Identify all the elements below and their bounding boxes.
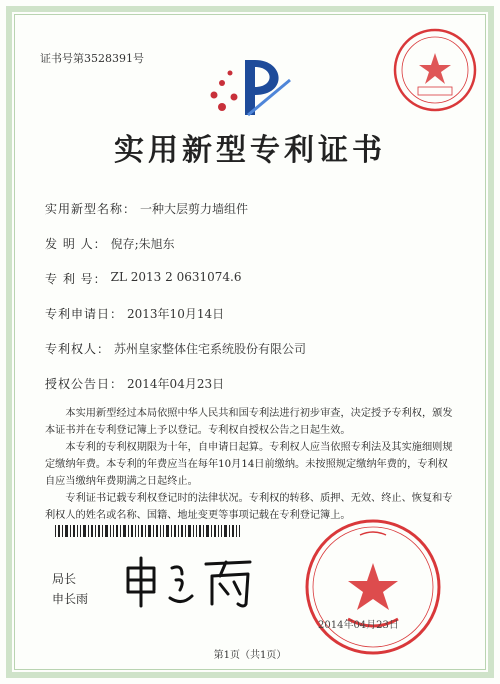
director-title: 局长 [52, 572, 77, 586]
signature-icon [120, 550, 265, 610]
utility-model-name-row [45, 200, 248, 217]
patent-number-value: ZL 2013 2 0631074.6 [110, 270, 242, 284]
body-paragraph-1: 本实用新型经过本局依照中华人民共和国专利法进行初步审查，决定授予专利权，颁发本证书并在专利登记簿上予以登记。专利权自授权公告之日起生效。 [45, 408, 453, 436]
official-seal-icon [298, 515, 448, 660]
holder-value: 苏州皇家整体住宅系统股份有限公司 [114, 342, 307, 356]
apply-date-label: 专利申请日： [45, 307, 124, 321]
certificate-title: 实用新型专利证书 [114, 133, 386, 168]
name-label: 实用新型名称： [45, 202, 137, 216]
inventor-label: 发 明 人： [45, 237, 107, 251]
barcode-icon [55, 525, 240, 537]
stamp-date: 2014年04月23日 [318, 620, 399, 631]
patent-number-row [45, 270, 241, 287]
grant-date-value: 2014年04月23日 [127, 377, 225, 391]
holder-label: 专利权人： [45, 342, 111, 356]
body-paragraph-2: 本专利的专利权期限为十年，自申请日起算。专利权人应当依照专利法及其实施细则规定缴纳年费。本专利的年费应当在每年10月14日前缴纳。未按照规定缴纳年费的，专利权自应当缴纳年费期满之日起终止。 [45, 442, 453, 487]
holder-row [45, 340, 306, 357]
name-value: 一种大层剪力墙组件 [140, 202, 249, 216]
director-name: 申长雨 [52, 592, 89, 606]
grant-date-label: 授权公告日： [45, 377, 124, 391]
inventor-row [45, 235, 175, 252]
body-paragraph-3: 专利证书记载专利权登记时的法律状况。专利权的转移、质押、无效、终止、恢复和专利权人的姓名或名称、国籍、地址变更等事项记载在专利登记簿上。 [45, 493, 453, 521]
page-number: 第1页（共1页） [213, 650, 287, 661]
apply-date-value: 2013年10月14日 [127, 307, 225, 321]
apply-date-row [45, 305, 224, 322]
certificate-number: 证书号第3528391号 [40, 52, 144, 65]
top-seal-icon [390, 25, 480, 115]
patent-office-logo-icon [200, 55, 300, 125]
patent-number-label: 专 利 号： [45, 272, 107, 286]
grant-date-row [45, 375, 224, 392]
certificate-body [45, 405, 455, 524]
inventor-value: 倪存;朱旭东 [110, 237, 175, 251]
